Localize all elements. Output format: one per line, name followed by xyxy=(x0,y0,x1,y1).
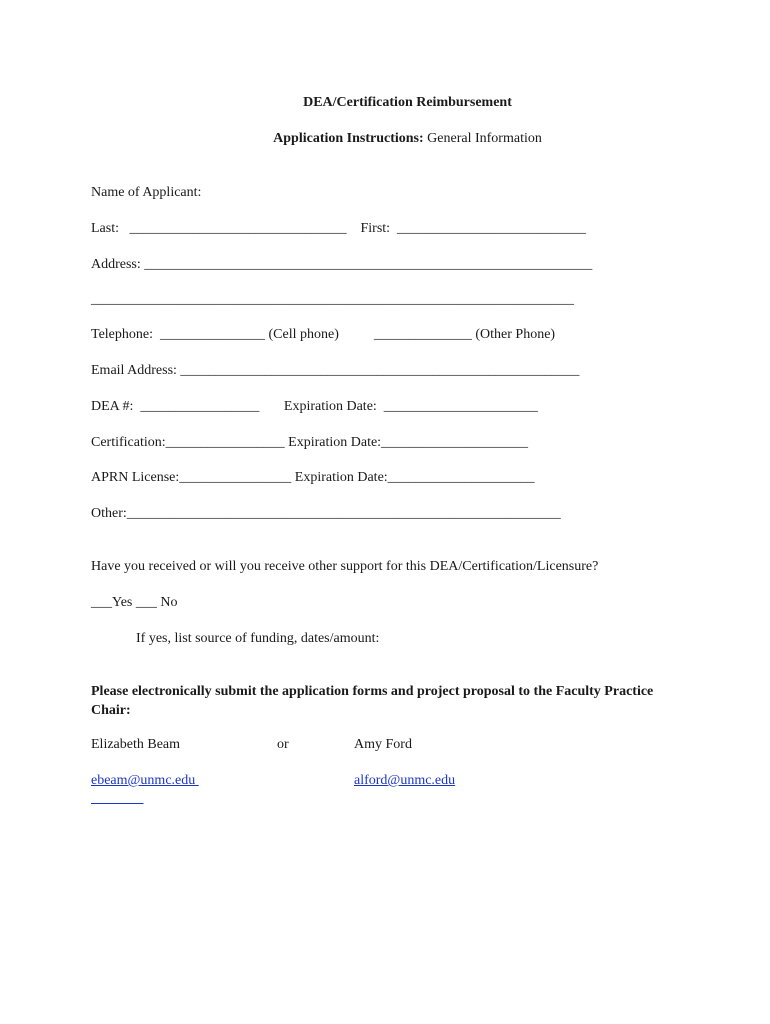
email-link-ebeam[interactable]: ebeam@unmc.edu xyxy=(91,773,199,788)
contact-name-elizabeth-beam: Elizabeth Beam xyxy=(91,737,181,752)
telephone-fields[interactable]: Telephone: _______________ (Cell phone) ______________ (Other Phone) xyxy=(91,327,556,342)
email-address-field[interactable]: Email Address: _________________________________________________________ xyxy=(91,363,580,378)
submit-instructions-line-1: Please electronically submit the application forms and project proposal to the Faculty Practice xyxy=(91,684,654,699)
address-line-2-field[interactable]: _____________________________________________________________________ xyxy=(91,292,574,307)
contact-name-amy-ford: Amy Ford xyxy=(354,737,412,752)
email-link-ebeam-continuation[interactable] xyxy=(91,791,144,807)
document-title: DEA/Certification Reimbursement xyxy=(303,95,512,110)
document-subtitle xyxy=(0,131,770,147)
submit-instructions-line-2: Chair: xyxy=(91,703,131,718)
other-field[interactable]: Other:______________________________________________________________ xyxy=(91,506,561,521)
funding-source-prompt: If yes, list source of funding, dates/amount: xyxy=(136,631,380,646)
dea-number-field[interactable]: DEA #: _________________ Expiration Date: ______________________ xyxy=(91,399,538,414)
email-link-alford[interactable]: alford@unmc.edu xyxy=(354,773,456,788)
or-separator: or xyxy=(277,737,289,752)
name-of-applicant-label: Name of Applicant: xyxy=(91,185,202,200)
subtitle-bold: Application Instructions: xyxy=(273,131,424,146)
subtitle-rest: General Information xyxy=(423,131,542,146)
certification-field[interactable]: Certification:_________________ Expiration Date:_____________________ xyxy=(91,435,529,450)
yes-no-choice[interactable]: ___Yes ___ No xyxy=(91,595,178,610)
address-field[interactable]: Address: ________________________________________________________________ xyxy=(91,257,593,272)
aprn-license-field[interactable]: APRN License:________________ Expiration Date:_____________________ xyxy=(91,470,535,485)
support-question: Have you received or will you receive other support for this DEA/Certification/Licensure? xyxy=(91,559,599,574)
last-first-name-fields[interactable]: Last: _______________________________ First: ___________________________ xyxy=(91,221,587,236)
